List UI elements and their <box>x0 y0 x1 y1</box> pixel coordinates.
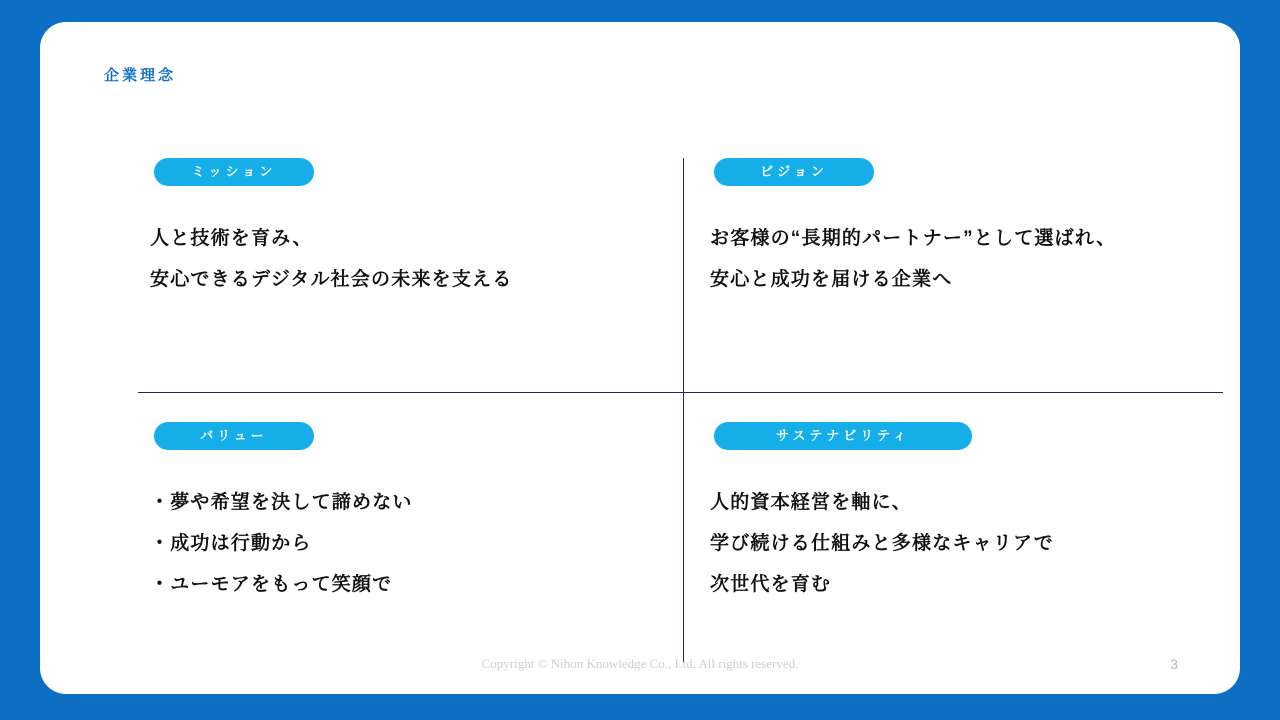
quadrant-body-sustainability <box>710 482 1223 605</box>
quadrant-body-mission <box>150 218 668 300</box>
quadrant-body-vision <box>710 218 1223 300</box>
text-line: 学び続ける仕組みと多様なキャリアで <box>710 533 1054 554</box>
text-line: ・ユーモアをもって笑顔で <box>150 574 393 595</box>
quadrant-mission <box>138 158 668 300</box>
text-line: ・夢や希望を決して諦めない <box>150 492 413 513</box>
text-line: ・成功は行動から <box>150 533 312 554</box>
quadrant-label-wrap <box>154 158 668 186</box>
copyright-text: Copyright © Nihon Knowledge Co., Ltd. All rights reserved. <box>481 656 799 671</box>
quadrant-label-value: バリュー <box>154 422 314 450</box>
text-line: お客様の“長期的パートナー”として選ばれ、 <box>710 228 1117 249</box>
text-line: 次世代を育む <box>710 574 832 595</box>
quadrant-value <box>138 422 668 605</box>
quadrant-label-mission: ミッション <box>154 158 314 186</box>
horizontal-divider <box>138 392 1223 393</box>
quadrant-label-wrap <box>714 158 1223 186</box>
quadrant-sustainability <box>698 422 1223 605</box>
text-line: 人と技術を育み、 <box>150 228 313 249</box>
quadrant-grid <box>100 122 1182 667</box>
quadrant-label-vision: ビジョン <box>714 158 874 186</box>
page-number: 3 <box>1170 656 1178 672</box>
vertical-divider <box>683 158 684 663</box>
quadrant-vision <box>698 158 1223 300</box>
text-line: 人的資本経営を軸に、 <box>710 492 913 513</box>
quadrant-label-sustainability: サステナビリティ <box>714 422 972 450</box>
quadrant-body-value <box>150 482 668 605</box>
text-line: 安心と成功を届ける企業へ <box>710 269 953 290</box>
page-title: 企業理念 <box>104 67 177 84</box>
slide-card <box>40 22 1240 694</box>
quadrant-label-wrap <box>154 422 668 450</box>
quadrant-label-wrap <box>714 422 1223 450</box>
text-line: 安心できるデジタル社会の未来を支える <box>150 269 513 290</box>
